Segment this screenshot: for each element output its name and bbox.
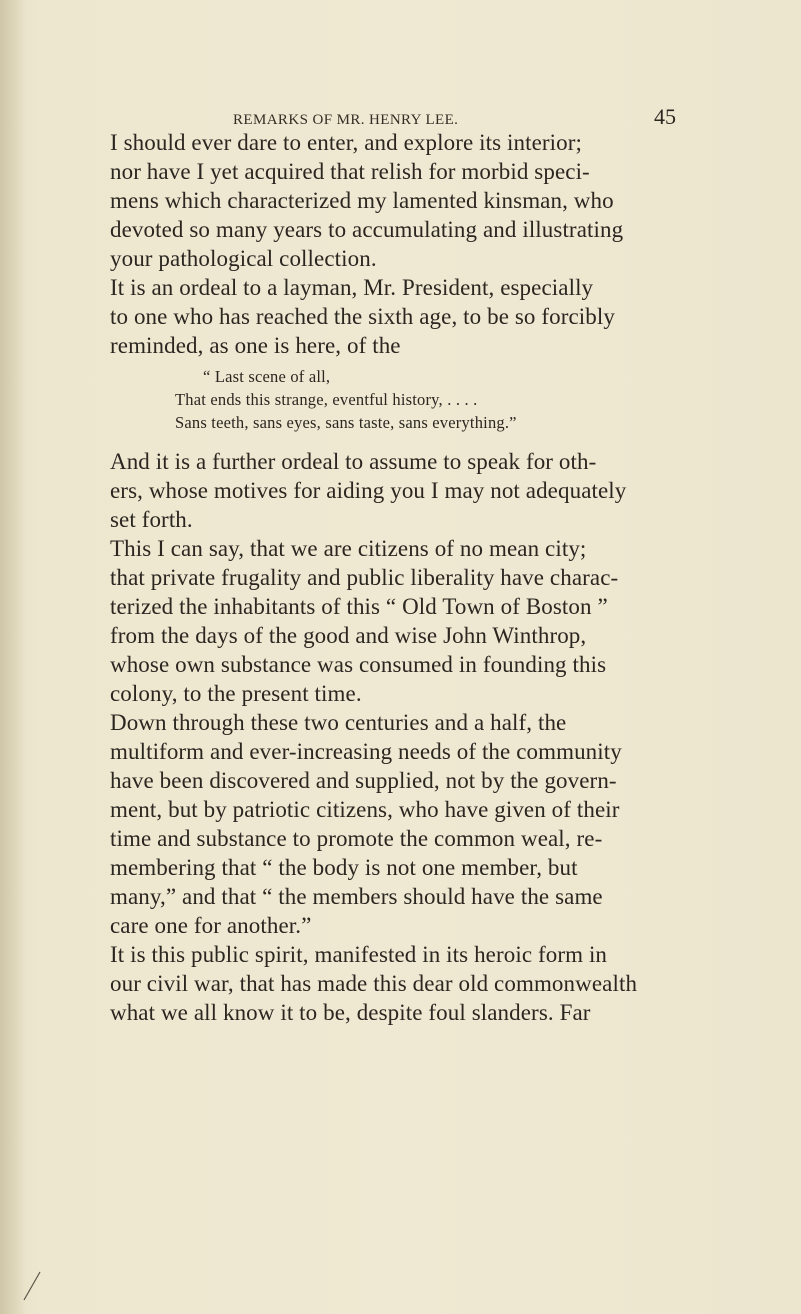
text-line: set forth. (110, 507, 193, 532)
pencil-mark (22, 1268, 42, 1302)
text-line: reminded, as one is here, of the (110, 333, 401, 358)
page-edge-shadow (0, 0, 26, 1314)
text-line: whose own substance was consumed in founding this (110, 652, 607, 677)
text-line: ment, but by patriotic citizens, who have given of their (110, 797, 620, 822)
text-line: to one who has reached the sixth age, to be so forcibly (110, 304, 615, 329)
text-line: ers, whose motives for aiding you I may not adequately (110, 478, 627, 503)
text-line: Down through these two centuries and a half, the (110, 710, 567, 735)
running-header: REMARKS OF MR. HENRY LEE. (233, 112, 459, 128)
text-line: devoted so many years to accumulating and illustrating (110, 217, 624, 242)
quote-line: Sans teeth, sans eyes, sans taste, sans everything.” (175, 413, 517, 432)
text-line: And it is a further ordeal to assume to speak for oth- (110, 449, 597, 474)
text-line: from the days of the good and wise John Winthrop, (110, 623, 587, 648)
text-line: our civil war, that has made this dear old commonwealth (110, 971, 638, 996)
text-line: mens which characterized my lamented kinsman, who (110, 188, 614, 213)
text-line: colony, to the present time. (110, 681, 362, 706)
text-line: terized the inhabitants of this “ Old Town of Boston ” (110, 594, 608, 619)
text-line: It is an ordeal to a layman, Mr. President, especially (110, 275, 594, 300)
text-line: nor have I yet acquired that relish for morbid speci- (110, 159, 590, 184)
text-line: that private frugality and public liberality have charac- (110, 565, 619, 590)
text-line: care one for another.” (110, 913, 312, 938)
page-number: 45 (654, 104, 676, 129)
text-line: This I can say, that we are citizens of no mean city; (110, 536, 587, 561)
text-line: It is this public spirit, manifested in its heroic form in (110, 942, 608, 967)
text-line: your pathological collection. (110, 246, 377, 271)
text-line: I should ever dare to enter, and explore its interior; (110, 130, 582, 155)
text-line: time and substance to promote the common weal, re- (110, 826, 603, 851)
text-line: membering that “ the body is not one member, but (110, 855, 578, 880)
text-line: multiform and ever-increasing needs of the community (110, 739, 622, 764)
quote-line: “ Last scene of all, (203, 367, 331, 386)
text-line: have been discovered and supplied, not by the govern- (110, 768, 617, 793)
text-line: what we all know it to be, despite foul slanders. Far (110, 1000, 591, 1025)
text-line: many,” and that “ the members should have the same (110, 884, 603, 909)
quote-line: That ends this strange, eventful history, . . . . (175, 390, 478, 409)
